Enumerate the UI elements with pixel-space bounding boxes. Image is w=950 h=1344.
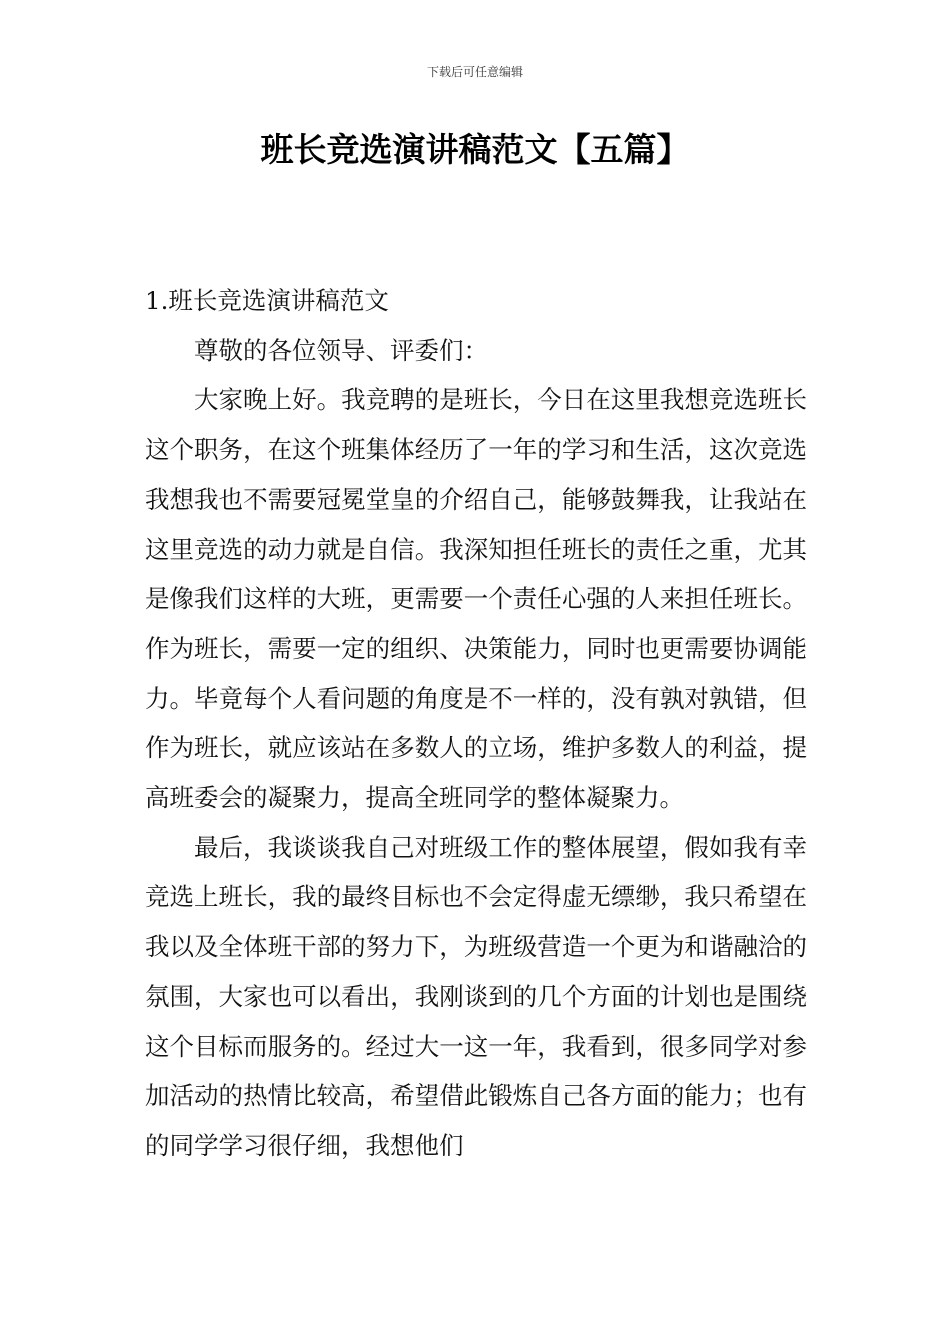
body-paragraph: 大家晚上好。我竞聘的是班长，今日在这里我想竞选班长这个职务，在这个班集体经历了一年的学习和生活，这次竞选我想我也不需要冠冕堂皇的介绍自己，能够鼓舞我，让我站在这里竞选的动力就是自信。我深知担任班长的责任之重，尤其是像我们这样的大班，更需要一个责任心强的人来担任班长。作为班长，需要一定的组织、决策能力，同时也更需要协调能力。毕竟每个人看问题的角度是不一样的，没有孰对孰错，但作为班长，就应该站在多数人的立场，维护多数人的利益，提高班委会的凝聚力，提高全班同学的整体凝聚力。 <box>145 385 807 813</box>
page-header-note: 下载后可任意编辑 <box>426 65 523 79</box>
document-title: 班长竞选演讲稿范文【五篇】 <box>260 130 690 169</box>
document-body <box>145 276 807 1171</box>
body-paragraph: 最后，我谈谈我自己对班级工作的整体展望，假如我有幸竞选上班长，我的最终目标也不会定得虚无缥缈，我只希望在我以及全体班干部的努力下，为班级营造一个更为和谐融洽的氛围，大家也可以看出，我刚谈到的几个方面的计划也是围绕这个目标而服务的。经过大一这一年，我看到，很多同学对参加活动的热情比较高，希望借此锻炼自己各方面的能力；也有的同学学习很仔细，我想他们 <box>145 832 807 1160</box>
salutation-paragraph: 尊敬的各位领导、评委们： <box>194 335 488 365</box>
section-heading: 1.班长竞选演讲稿范文 <box>145 286 389 315</box>
